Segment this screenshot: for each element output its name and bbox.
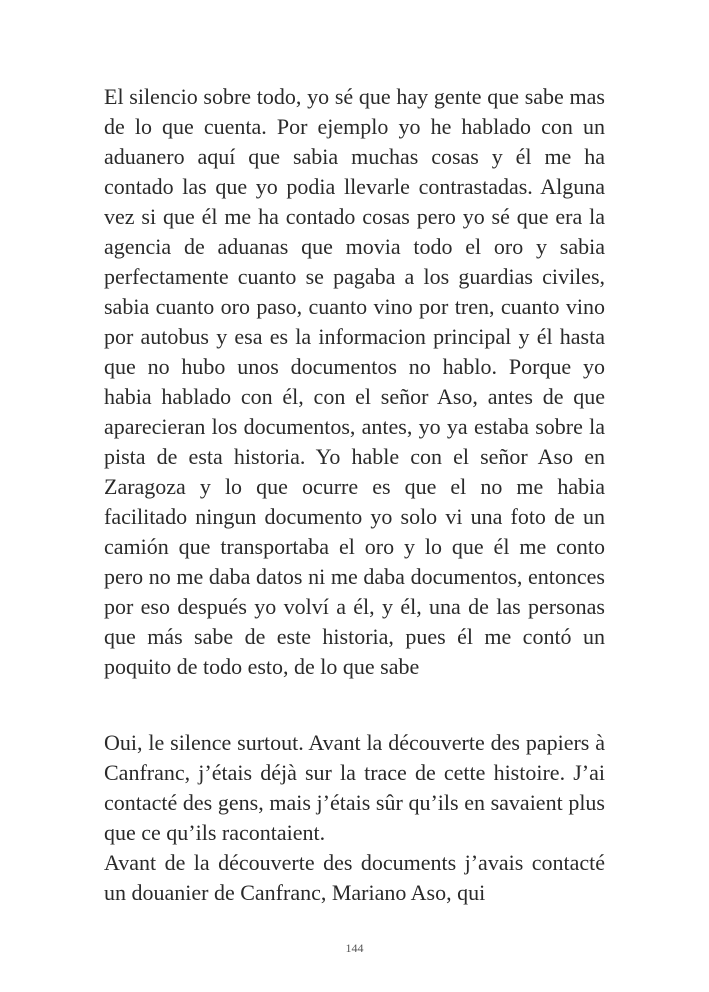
paragraph-french-2: Avant de la découverte des documents j’avais contacté un douanier de Canfranc, Mariano Aso, qui (104, 850, 605, 905)
paragraph-french-1: Oui, le silence surtout. Avant la découverte des papiers à Canfranc, j’étais déjà sur la trace de cette histoire. J’ai contacté des gens, mais j’étais sûr qu’ils en savaient plus que ce qu’ils racontaient. (104, 730, 605, 845)
paragraph-spanish: El silencio sobre todo, yo sé que hay gente que sabe mas de lo que cuenta. Por ejemplo yo he hablado con un aduanero aquí que sabia muchas cosas y él me ha contado las que yo podia llevarle contrastadas. Alguna vez si que él me ha contado cosas pero yo sé que era la agencia de aduanas que movia todo el oro y sabia perfectamente cuanto se pagaba a los guardias civiles, sabia cuanto oro paso, cuanto vino por tren, cuanto vino por autobus y esa es la informacion principal y él hasta que no hubo unos documentos no hablo. Porque yo habia hablado con él, con el señor Aso, antes de que aparecieran los documentos, antes, yo ya estaba sobre la pista de esta historia. Yo hable con el señor Aso en Zaragoza y lo que ocurre es que el no me habia facilitado ningun documento yo solo vi una foto de un camión que transportaba el oro y lo que él me conto pero no me daba datos ni me daba documentos, entonces por eso después yo volví a él, y él, una de las personas que más sabe de este historia, pues él me contó un poquito de todo esto, de lo que sabe (104, 84, 605, 679)
page-number: 144 (345, 941, 364, 955)
